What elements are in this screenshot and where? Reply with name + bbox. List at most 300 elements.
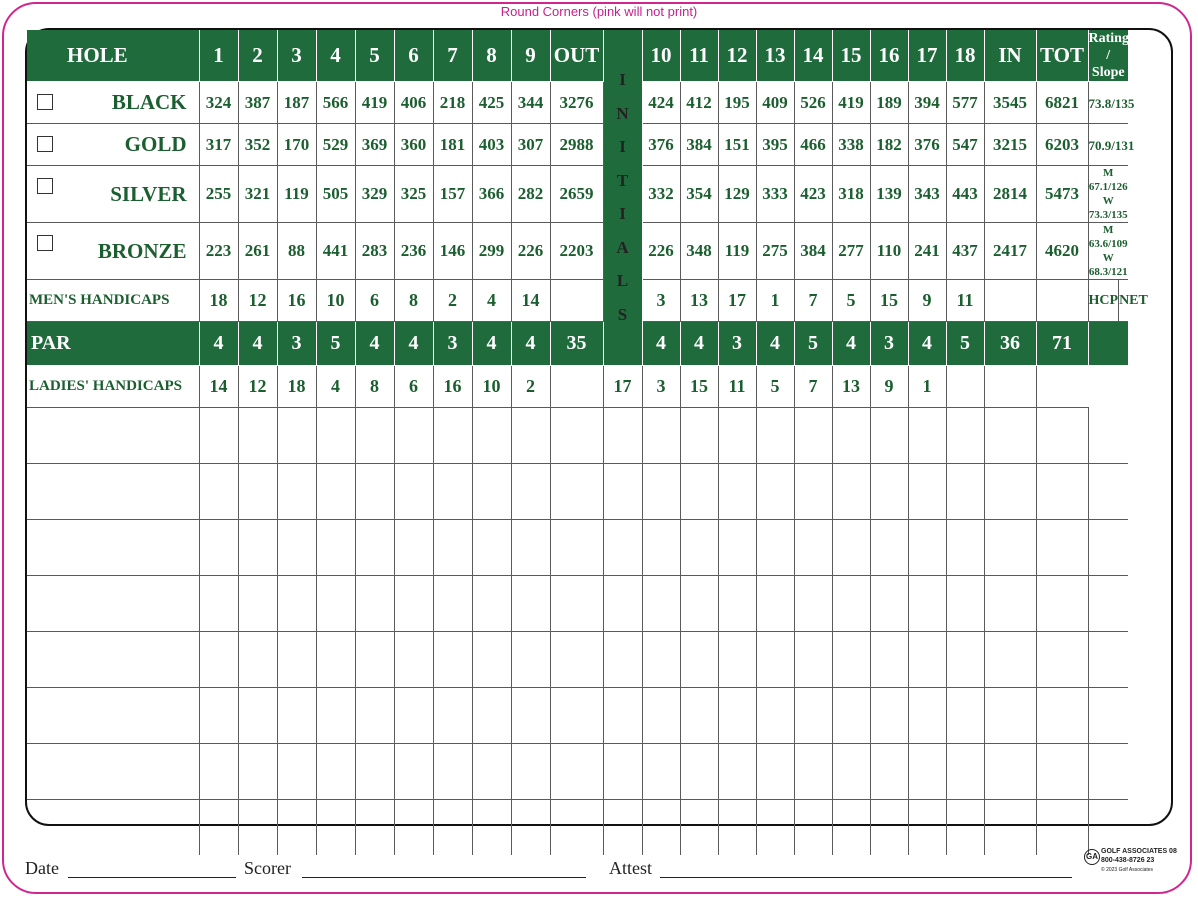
score-cell[interactable] — [199, 520, 238, 576]
score-cell[interactable] — [794, 800, 832, 856]
score-cell[interactable] — [832, 744, 870, 800]
score-cell[interactable] — [277, 688, 316, 744]
tee-label: BLACK — [111, 90, 187, 114]
yardage-cell: 187 — [277, 82, 316, 124]
hole-15-header: 15 — [832, 30, 870, 82]
score-cell[interactable] — [908, 800, 946, 856]
score-cell[interactable] — [472, 744, 511, 800]
score-cell[interactable] — [946, 632, 984, 688]
date-line[interactable] — [68, 877, 236, 878]
score-cell[interactable] — [316, 800, 355, 856]
score-cell[interactable] — [718, 744, 756, 800]
yardage-cell: 241 — [908, 223, 946, 280]
score-cell[interactable] — [394, 688, 433, 744]
rating-slope-value: M 67.1/126 — [1088, 167, 1128, 193]
score-cell[interactable] — [870, 800, 908, 856]
score-cell[interactable] — [394, 520, 433, 576]
score-cell[interactable] — [199, 464, 238, 520]
yardage-cell: 226 — [642, 223, 680, 280]
yardage-cell: 412 — [680, 82, 718, 124]
score-cell[interactable] — [680, 688, 718, 744]
hcp-net-score-cell[interactable] — [1088, 688, 1128, 744]
initials-cell[interactable] — [603, 800, 642, 856]
ladies-handicap-row — [27, 366, 1174, 408]
score-cell[interactable] — [238, 800, 277, 856]
score-cell[interactable] — [355, 800, 394, 856]
yardage-cell: 577 — [946, 82, 984, 124]
score-cell[interactable] — [394, 800, 433, 856]
score-cell[interactable] — [433, 408, 472, 464]
score-cell[interactable] — [870, 464, 908, 520]
tee-checkbox[interactable] — [37, 94, 53, 110]
tot-score-cell[interactable] — [1036, 632, 1088, 688]
yardage-cell: 360 — [394, 124, 433, 166]
score-cell[interactable] — [642, 520, 680, 576]
yardage-cell: 338 — [832, 124, 870, 166]
score-cell[interactable] — [718, 632, 756, 688]
initials-letter: T — [616, 170, 629, 190]
tee-name-bronze — [27, 223, 199, 280]
out-score-cell[interactable] — [550, 464, 603, 520]
yardage-cell: 139 — [870, 166, 908, 223]
score-cell[interactable] — [832, 632, 870, 688]
score-cell[interactable] — [511, 688, 550, 744]
in-par: 36 — [984, 322, 1036, 366]
score-cell[interactable] — [718, 464, 756, 520]
hcp-net-cell — [1088, 280, 1148, 322]
hcp-net-score-cell[interactable] — [1088, 408, 1128, 464]
score-cell[interactable] — [277, 800, 316, 856]
player-name-cell[interactable] — [27, 800, 199, 856]
par-cell: 3 — [433, 322, 472, 366]
hole-3-header: 3 — [277, 30, 316, 82]
score-cell[interactable] — [756, 576, 794, 632]
score-cell[interactable] — [908, 632, 946, 688]
player-name-cell[interactable] — [27, 632, 199, 688]
handicap-cell: 11 — [946, 280, 984, 322]
score-cell[interactable] — [642, 744, 680, 800]
in-score-cell[interactable] — [984, 744, 1036, 800]
handicap-cell: 2 — [433, 280, 472, 322]
handicap-cell: 17 — [718, 280, 756, 322]
score-cell[interactable] — [946, 520, 984, 576]
publisher-logo — [1084, 846, 1184, 878]
score-cell[interactable] — [511, 800, 550, 856]
score-cell[interactable] — [718, 576, 756, 632]
rating-slope-cell — [1088, 223, 1128, 280]
handicap-cell: 15 — [870, 280, 908, 322]
score-cell[interactable] — [908, 464, 946, 520]
yardage-cell: 409 — [756, 82, 794, 124]
score-cell[interactable] — [472, 576, 511, 632]
score-cell[interactable] — [511, 408, 550, 464]
tee-label: BRONZE — [97, 238, 187, 263]
yardage-cell: 195 — [718, 82, 756, 124]
handicap-cell: 14 — [199, 366, 238, 408]
score-cell[interactable] — [756, 744, 794, 800]
score-cell[interactable] — [832, 520, 870, 576]
score-cell[interactable] — [908, 744, 946, 800]
score-cell[interactable] — [870, 744, 908, 800]
score-cell[interactable] — [316, 520, 355, 576]
out-score-cell[interactable] — [550, 408, 603, 464]
yardage-cell: 406 — [394, 82, 433, 124]
hole-14-header: 14 — [794, 30, 832, 82]
score-cell[interactable] — [680, 408, 718, 464]
score-cell[interactable] — [277, 408, 316, 464]
yardage-cell: 419 — [355, 82, 394, 124]
score-cell[interactable] — [316, 408, 355, 464]
rating-slope-value: W 68.3/121 — [1088, 252, 1128, 278]
yardage-cell: 275 — [756, 223, 794, 280]
score-cell[interactable] — [199, 408, 238, 464]
par-cell: 4 — [511, 322, 550, 366]
out-yardage: 2659 — [550, 166, 603, 223]
yardage-cell: 547 — [946, 124, 984, 166]
in-score-cell[interactable] — [984, 800, 1036, 856]
rating-slope-label: Slope — [1091, 65, 1125, 80]
score-cell[interactable] — [238, 520, 277, 576]
score-cell[interactable] — [832, 464, 870, 520]
handicap-cell: 13 — [680, 280, 718, 322]
hcp-label: HCP — [1089, 280, 1120, 321]
hole-13-header: 13 — [756, 30, 794, 82]
par-cell: 4 — [394, 322, 433, 366]
score-cell[interactable] — [277, 520, 316, 576]
score-cell[interactable] — [238, 744, 277, 800]
attest-label: Attest — [609, 858, 652, 878]
in-score-cell[interactable] — [984, 576, 1036, 632]
in-score-cell[interactable] — [984, 632, 1036, 688]
total-yardage: 6203 — [1036, 124, 1088, 166]
par-cell: 4 — [472, 322, 511, 366]
score-cell[interactable] — [718, 800, 756, 856]
tot-score-cell[interactable] — [1036, 688, 1088, 744]
score-cell[interactable] — [355, 464, 394, 520]
tot-score-cell[interactable] — [1036, 800, 1088, 856]
tee-name-silver — [27, 166, 199, 223]
handicap-cell: 14 — [511, 280, 550, 322]
score-cell[interactable] — [238, 688, 277, 744]
tot-score-cell[interactable] — [1036, 576, 1088, 632]
score-cell[interactable] — [794, 632, 832, 688]
yardage-cell: 566 — [316, 82, 355, 124]
hole-17-header: 17 — [908, 30, 946, 82]
score-cell[interactable] — [199, 632, 238, 688]
score-cell[interactable] — [238, 464, 277, 520]
score-cell[interactable] — [316, 688, 355, 744]
tot-score-cell[interactable] — [1036, 464, 1088, 520]
handicap-cell: 9 — [908, 280, 946, 322]
score-cell[interactable] — [511, 520, 550, 576]
score-cell[interactable] — [718, 688, 756, 744]
par-cell: 4 — [908, 322, 946, 366]
score-cell[interactable] — [718, 408, 756, 464]
score-cell[interactable] — [316, 576, 355, 632]
out-score-cell[interactable] — [550, 576, 603, 632]
rating-slope-cell — [1088, 82, 1135, 124]
score-cell[interactable] — [355, 632, 394, 688]
yardage-cell: 182 — [870, 124, 908, 166]
score-cell[interactable] — [394, 464, 433, 520]
hole-9-header: 9 — [511, 30, 550, 82]
player-score-row — [27, 408, 1174, 464]
score-cell[interactable] — [642, 800, 680, 856]
yardage-cell: 425 — [472, 82, 511, 124]
score-cell[interactable] — [277, 464, 316, 520]
score-cell[interactable] — [794, 408, 832, 464]
hcp-net-score-cell[interactable] — [1088, 520, 1128, 576]
score-cell[interactable] — [870, 688, 908, 744]
handicap-cell: 4 — [316, 366, 355, 408]
yardage-cell: 170 — [277, 124, 316, 166]
score-cell[interactable] — [756, 800, 794, 856]
score-cell[interactable] — [433, 576, 472, 632]
hcp-net-score-cell[interactable] — [1088, 576, 1128, 632]
score-cell[interactable] — [946, 688, 984, 744]
yardage-cell: 110 — [870, 223, 908, 280]
score-cell[interactable] — [511, 744, 550, 800]
score-cell[interactable] — [680, 464, 718, 520]
score-cell[interactable] — [394, 576, 433, 632]
score-cell[interactable] — [908, 520, 946, 576]
tot-score-cell[interactable] — [1036, 744, 1088, 800]
score-cell[interactable] — [832, 408, 870, 464]
score-cell[interactable] — [433, 464, 472, 520]
score-cell[interactable] — [199, 744, 238, 800]
score-cell[interactable] — [355, 744, 394, 800]
yardage-cell: 526 — [794, 82, 832, 124]
logo-company: GOLF ASSOCIATES 08 — [1101, 848, 1177, 855]
score-cell[interactable] — [642, 632, 680, 688]
yardage-cell: 236 — [394, 223, 433, 280]
player-name-cell[interactable] — [27, 520, 199, 576]
score-cell[interactable] — [832, 688, 870, 744]
yardage-cell: 505 — [316, 166, 355, 223]
par-cell: 3 — [870, 322, 908, 366]
yardage-cell: 384 — [794, 223, 832, 280]
score-cell[interactable] — [870, 632, 908, 688]
handicap-cell: 12 — [238, 366, 277, 408]
tot-blank — [1036, 280, 1088, 322]
initials-letters — [604, 64, 642, 331]
score-cell[interactable] — [718, 520, 756, 576]
score-cell[interactable] — [756, 632, 794, 688]
initials-cell[interactable] — [603, 408, 642, 464]
score-cell[interactable] — [832, 576, 870, 632]
score-cell[interactable] — [433, 688, 472, 744]
tee-row-black — [27, 82, 1174, 124]
in-score-cell[interactable] — [984, 688, 1036, 744]
score-cell[interactable] — [472, 520, 511, 576]
score-cell[interactable] — [355, 576, 394, 632]
total-yardage: 6821 — [1036, 82, 1088, 124]
score-cell[interactable] — [642, 464, 680, 520]
out-blank — [550, 366, 603, 408]
score-cell[interactable] — [680, 576, 718, 632]
initials-cell[interactable] — [603, 520, 642, 576]
score-cell[interactable] — [870, 576, 908, 632]
tee-checkbox[interactable] — [37, 136, 53, 152]
score-cell[interactable] — [946, 576, 984, 632]
score-cell[interactable] — [511, 632, 550, 688]
score-cell[interactable] — [199, 800, 238, 856]
score-cell[interactable] — [433, 520, 472, 576]
score-cell[interactable] — [756, 408, 794, 464]
attest-line[interactable] — [660, 877, 1072, 878]
score-cell[interactable] — [355, 688, 394, 744]
score-cell[interactable] — [794, 688, 832, 744]
hcp-net-score-cell[interactable] — [1088, 744, 1128, 800]
yardage-cell: 441 — [316, 223, 355, 280]
score-cell[interactable] — [511, 464, 550, 520]
player-name-cell[interactable] — [27, 744, 199, 800]
yardage-cell: 223 — [199, 223, 238, 280]
score-cell[interactable] — [394, 632, 433, 688]
score-cell[interactable] — [472, 632, 511, 688]
initials-cell[interactable] — [603, 744, 642, 800]
score-cell[interactable] — [238, 408, 277, 464]
score-cell[interactable] — [794, 744, 832, 800]
score-cell[interactable] — [433, 800, 472, 856]
par-cell: 4 — [680, 322, 718, 366]
score-cell[interactable] — [870, 408, 908, 464]
score-cell[interactable] — [946, 800, 984, 856]
score-cell[interactable] — [756, 520, 794, 576]
score-cell[interactable] — [433, 632, 472, 688]
score-cell[interactable] — [199, 576, 238, 632]
tot-score-cell[interactable] — [1036, 520, 1088, 576]
score-cell[interactable] — [680, 744, 718, 800]
score-cell[interactable] — [238, 632, 277, 688]
tot-blank — [984, 366, 1036, 408]
hole-1-header: 1 — [199, 30, 238, 82]
rating-slope-value: M 63.6/109 — [1088, 224, 1128, 250]
header-row — [27, 30, 1174, 82]
score-cell[interactable] — [756, 688, 794, 744]
hcp-net-score-cell[interactable] — [1088, 464, 1128, 520]
par-cell: 4 — [642, 322, 680, 366]
out-score-cell[interactable] — [550, 744, 603, 800]
handicap-cell: 16 — [277, 280, 316, 322]
score-cell[interactable] — [642, 408, 680, 464]
handicap-cell: 9 — [870, 366, 908, 408]
score-cell[interactable] — [680, 800, 718, 856]
in-score-cell[interactable] — [984, 408, 1036, 464]
player-name-cell[interactable] — [27, 576, 199, 632]
initials-cell[interactable] — [603, 632, 642, 688]
initials-letter: N — [616, 103, 629, 123]
yardage-cell: 277 — [832, 223, 870, 280]
score-cell[interactable] — [316, 464, 355, 520]
score-cell[interactable] — [832, 800, 870, 856]
score-cell[interactable] — [908, 688, 946, 744]
score-cell[interactable] — [794, 464, 832, 520]
par-cell: 3 — [277, 322, 316, 366]
tee-checkbox[interactable] — [37, 235, 53, 251]
score-cell[interactable] — [277, 576, 316, 632]
player-name-cell[interactable] — [27, 408, 199, 464]
score-cell[interactable] — [277, 632, 316, 688]
in-score-cell[interactable] — [984, 464, 1036, 520]
player-name-cell[interactable] — [27, 464, 199, 520]
score-cell[interactable] — [946, 464, 984, 520]
rating-slope-value: W 73.3/135 — [1088, 195, 1128, 221]
scorer-line[interactable] — [302, 877, 586, 878]
out-score-cell[interactable] — [550, 800, 603, 856]
score-cell[interactable] — [680, 632, 718, 688]
score-cell[interactable] — [756, 464, 794, 520]
score-cell[interactable] — [472, 800, 511, 856]
handicap-cell: 17 — [603, 366, 642, 408]
yardage-cell: 366 — [472, 166, 511, 223]
handicap-cell: 5 — [832, 280, 870, 322]
score-cell[interactable] — [908, 408, 946, 464]
score-cell[interactable] — [946, 744, 984, 800]
score-cell[interactable] — [316, 744, 355, 800]
yardage-cell: 321 — [238, 166, 277, 223]
score-cell[interactable] — [394, 408, 433, 464]
score-cell[interactable] — [238, 576, 277, 632]
yardage-cell: 226 — [511, 223, 550, 280]
score-cell[interactable] — [794, 576, 832, 632]
initials-cell[interactable] — [603, 464, 642, 520]
handicap-cell: 8 — [394, 280, 433, 322]
hcp-net-score-cell[interactable] — [1088, 632, 1128, 688]
score-cell[interactable] — [277, 744, 316, 800]
score-cell[interactable] — [946, 408, 984, 464]
initials-cell[interactable] — [603, 688, 642, 744]
score-cell[interactable] — [794, 520, 832, 576]
score-cell[interactable] — [642, 576, 680, 632]
score-cell[interactable] — [316, 632, 355, 688]
score-cell[interactable] — [394, 744, 433, 800]
score-cell[interactable] — [199, 688, 238, 744]
player-score-row — [27, 688, 1174, 744]
out-score-cell[interactable] — [550, 632, 603, 688]
score-cell[interactable] — [355, 520, 394, 576]
score-cell[interactable] — [472, 688, 511, 744]
score-cell[interactable] — [433, 744, 472, 800]
score-cell[interactable] — [472, 464, 511, 520]
out-score-cell[interactable] — [550, 520, 603, 576]
yardage-cell: 299 — [472, 223, 511, 280]
score-cell[interactable] — [680, 520, 718, 576]
in-blank — [946, 366, 984, 408]
in-score-cell[interactable] — [984, 520, 1036, 576]
tee-checkbox[interactable] — [37, 178, 53, 194]
score-cell[interactable] — [908, 576, 946, 632]
out-score-cell[interactable] — [550, 688, 603, 744]
par-cell: 4 — [832, 322, 870, 366]
player-name-cell[interactable] — [27, 688, 199, 744]
score-cell[interactable] — [355, 408, 394, 464]
score-cell[interactable] — [511, 576, 550, 632]
score-cell[interactable] — [642, 688, 680, 744]
yardage-cell: 423 — [794, 166, 832, 223]
tot-score-cell[interactable] — [1036, 408, 1088, 464]
mens-handicap-label: MEN'S HANDICAPS — [27, 280, 199, 322]
yardage-cell: 344 — [511, 82, 550, 124]
initials-cell[interactable] — [603, 576, 642, 632]
hole-6-header: 6 — [394, 30, 433, 82]
tee-row-gold — [27, 124, 1174, 166]
initials-letter: I — [619, 204, 626, 224]
yardage-cell: 88 — [277, 223, 316, 280]
yardage-cell: 218 — [433, 82, 472, 124]
score-cell[interactable] — [472, 408, 511, 464]
score-cell[interactable] — [870, 520, 908, 576]
